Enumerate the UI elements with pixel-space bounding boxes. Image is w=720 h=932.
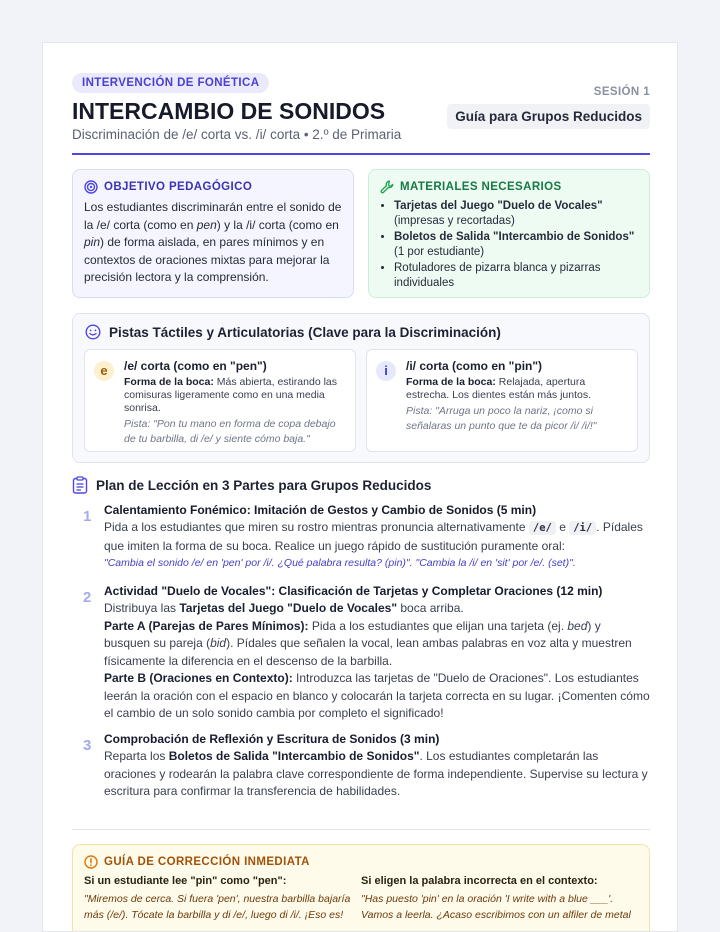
- list-item: • Tarjetas del Juego "Duelo de Vocales" (impresas y recortadas): [394, 199, 638, 228]
- correction-right: [361, 875, 638, 923]
- short-i-title: /i/ corta (como en "pin"): [406, 359, 543, 373]
- smile-icon: [85, 324, 101, 340]
- step-part-a: Parte A (Parejas de Pares Mínimos): Pida a los estudiantes que elijan una tarjeta (ej. bed) y busquen su pareja (bid). Pídales que señalen la vocal, lean ambas palabras en voz alta y muestren físicamente la diferencia en el descenso de la barbilla.: [104, 618, 632, 668]
- step-title: Comprobación de Reflexión y Escritura de Sonidos (3 min): [104, 732, 440, 746]
- wrench-icon: [380, 180, 394, 194]
- category-pill: INTERVENCIÓN DE FONÉTICA: [72, 73, 269, 93]
- target-icon: [84, 180, 98, 194]
- materials-card: [368, 169, 650, 298]
- step-number: 3: [83, 737, 92, 754]
- lesson-step-3: [72, 732, 650, 801]
- step-part-b: Parte B (Oraciones en Contexto): Introduzca las tarjetas de "Duelo de Oraciones". Los estudiantes leerán la oración con el espacio en blanco y colocarán la tarjeta correcta en su lugar. ¡Comenten cómo el cambio de un solo sonido cambia por completo el significado!: [104, 671, 650, 720]
- step-text: Reparta los Boletos de Salida "Intercambio de Sonidos". Los estudiantes completarán las oraciones y rodearán la palabra clave correspondiente de forma independiente. Supervise su lectura y escritura para confirmar la transferencia de habilidades.: [104, 749, 648, 798]
- alert-icon: [84, 855, 98, 869]
- short-i-mouth: Forma de la boca: Relajada, apertura estrecha. Los dientes están más juntos.: [406, 376, 592, 401]
- page-title: INTERCAMBIO DE SONIDOS: [72, 98, 386, 124]
- correction-left: [84, 875, 361, 923]
- list-item: • Rotuladores de pizarra blanca y pizarras individuales: [394, 261, 638, 290]
- step-number: 2: [83, 589, 92, 606]
- tactile-cues-card: [72, 313, 650, 463]
- lesson-plan-heading: Plan de Lección en 3 Partes para Grupos Reducidos: [72, 476, 431, 494]
- short-i-cue: [366, 349, 638, 452]
- objective-text: Los estudiantes discriminarán entre el sonido de la /e/ corta (como en pen) y la /i/ corta (como en pin) de forma aislada, en pares mínimos y en contextos de oraciones mixtas para mejorar la precisión lectora y la comprensión.: [84, 200, 342, 284]
- session-label: SESIÓN 1: [593, 86, 650, 98]
- section-divider: [72, 829, 650, 830]
- lesson-step-2: [72, 584, 650, 723]
- page-subtitle: Discriminación de /e/ corta vs. /i/ corta • 2.º de Primaria: [72, 127, 402, 142]
- short-e-title: /e/ corta (como en "pen"): [124, 359, 267, 373]
- lesson-guide-page: [42, 42, 678, 932]
- step-example: "Cambia el sonido /e/ en 'pen' por /i/. ¿Qué palabra resulta? (pin)". "Cambia la /i/ en 'sit' por /e/. (set)".: [104, 557, 576, 569]
- short-e-badge: e: [94, 361, 114, 381]
- list-item: • Boletos de Salida "Intercambio de Sonidos" (1 por estudiante): [394, 230, 638, 259]
- step-title: Calentamiento Fonémico: Imitación de Gestos y Cambio de Sonidos (5 min): [104, 503, 537, 517]
- correction-case: Si eligen la palabra incorrecta en el contexto:: [361, 875, 598, 887]
- header-divider: [72, 153, 650, 155]
- objective-heading: OBJETIVO PEDAGÓGICO: [104, 181, 253, 193]
- guide-badge: Guía para Grupos Reducidos: [447, 104, 650, 129]
- step-text: Pida a los estudiantes que miren su rostro mientras pronuncia alternativamente /e/ e /i/ . Pídales que imiten la forma de su boca. Realice un juego rápido de sustitución puramente oral:: [104, 520, 643, 553]
- step-number: 1: [83, 508, 92, 525]
- materials-heading: MATERIALES NECESARIOS: [400, 181, 562, 193]
- clipboard-icon: [72, 476, 88, 494]
- correction-script: "Miremos de cerca. Si fuera 'pen', nuestra barbilla bajaría más (/e/). Tócate la barbilla y di /e/, luego di /i/. ¡Eso es!: [84, 893, 351, 921]
- short-i-badge: i: [376, 361, 396, 381]
- materials-list: [380, 199, 638, 290]
- short-i-tip: Pista: "Arruga un poco la nariz, ¡como si señalaras un punto que te da picor /i/ /i/!": [406, 405, 597, 432]
- short-e-mouth: Forma de la boca: Más abierta, estirando las comisuras ligeramente como en una media sonrisa.: [124, 376, 338, 414]
- tactile-heading: Pistas Táctiles y Articulatorias (Clave para la Discriminación): [109, 324, 501, 340]
- page-content: [72, 73, 650, 921]
- short-e-cue: [84, 349, 356, 452]
- correction-case: Si un estudiante lee "pin" como "pen":: [84, 875, 287, 887]
- lesson-step-1: [72, 503, 650, 571]
- step-text: Distribuya las Tarjetas del Juego "Duelo de Vocales" boca arriba.: [104, 601, 464, 615]
- correction-guide-card: [72, 844, 650, 932]
- correction-script: "Has puesto 'pin' en la oración 'I write with a blue ___'. Vamos a leerla. ¿Acaso escribimos con un alfiler de metal: [361, 893, 631, 921]
- step-title: Actividad "Duelo de Vocales": Clasificación de Tarjetas y Completar Oraciones (12 min): [104, 584, 603, 598]
- correction-heading: GUÍA DE CORRECCIÓN INMEDIATA: [104, 856, 310, 868]
- short-e-tip: Pista: "Pon tu mano en forma de copa debajo de tu barbilla, di /e/ y siente cómo baja.": [124, 418, 336, 445]
- objective-card: [72, 169, 354, 298]
